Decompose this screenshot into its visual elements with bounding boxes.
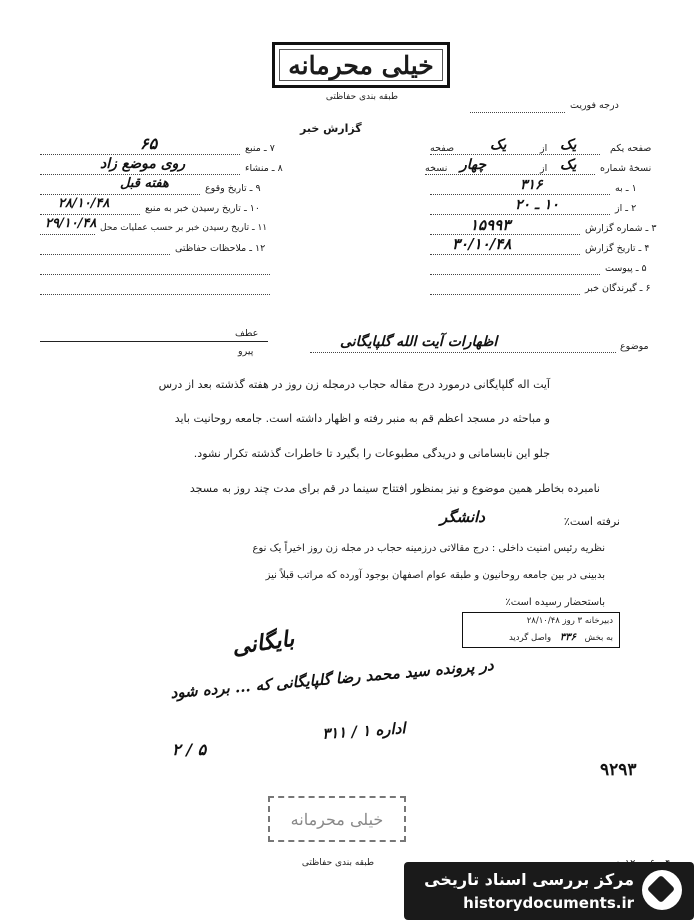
opinion-line-1: نظریه رئیس امنیت داخلی : درج مقالاتی درزمینه حجاب در مجله زن روز اخیراً یک نوع bbox=[252, 543, 605, 554]
top-stamp-text: خیلی محرمانه bbox=[288, 50, 434, 80]
from-value: ۱۰ ـ ۲۰ bbox=[515, 197, 559, 213]
event-date-label: ۹ ـ تاریخ وقوع bbox=[205, 183, 261, 194]
receipt-line-1: دبیرخانه ۳ روز ۲۸/۱۰/۴۸ bbox=[526, 616, 613, 626]
body-line-2: و مباحثه در مسجد اعظم قم به منبر رفته و اظهار داشته است. جامعه روحانیت باید bbox=[174, 412, 550, 425]
report-date-label: ۴ ـ تاریخ گزارش bbox=[585, 243, 650, 254]
body-line-3: جلو این نابسامانی و دریدگی مطبوعات را بگیرد تا خاطرات گذشته تکرار نشود. bbox=[193, 447, 550, 460]
event-date-value: هفته قبل bbox=[120, 176, 169, 191]
subject-value: اظهارات آیت الله گلپایگانی bbox=[340, 334, 498, 350]
peyro-label: پیرو bbox=[238, 346, 254, 357]
watermark-banner bbox=[404, 862, 694, 920]
atf-label: عطف bbox=[235, 328, 259, 339]
hand-number-left: ۵ / ۲ bbox=[172, 740, 207, 759]
body-line-5: نرفته است٪ bbox=[563, 515, 620, 528]
bottom-org: طبقه بندی حفاظتی bbox=[301, 858, 375, 868]
body-handwritten-name: دانشگر bbox=[440, 508, 485, 526]
page-total: یک bbox=[490, 137, 507, 153]
ops-receive-date-value: ۲۹/۱۰/۴۸ bbox=[45, 216, 97, 231]
report-number-value: ۱۵۹۹۳ bbox=[470, 216, 511, 234]
page-suffix: صفحه bbox=[430, 143, 455, 154]
hand-line-2: اداره ۱ / ۳۱۱ bbox=[321, 719, 407, 743]
copy-value: یک bbox=[560, 157, 577, 173]
origin-label: ۸ ـ منشاء bbox=[245, 163, 283, 174]
body-line-4: نامبرده بخاطر همین موضوع و نیز بمنظور افتتاح سینما در قم برای مدت چند روز به مسجد bbox=[189, 482, 600, 495]
bottom-classification-stamp bbox=[268, 796, 406, 842]
opinion-line-3: باستحضار رسیده است٪ bbox=[505, 597, 605, 608]
copy-suffix: نسخه bbox=[425, 163, 448, 174]
from-label: ۲ ـ از bbox=[615, 203, 637, 214]
watermark-url: historydocuments.ir bbox=[463, 894, 634, 912]
report-title: گزارش خبر bbox=[300, 122, 362, 135]
priority-label: درجه فوریت bbox=[570, 100, 619, 111]
to-label: ۱ ـ به bbox=[615, 183, 637, 194]
receipt-stamp bbox=[462, 612, 620, 648]
source-receive-date-label: ۱۰ ـ تاریخ رسیدن خبر به منبع bbox=[145, 203, 260, 214]
origin-value: روی موضع زاد bbox=[100, 156, 186, 172]
source-receive-date-value: ۲۸/۱۰/۴۸ bbox=[58, 196, 110, 211]
hand-line-1: در پرونده سید محمد رضا گلپایگانی که ... برده شود bbox=[169, 655, 495, 703]
page-label: صفحه یکم bbox=[610, 143, 652, 154]
copy-from: از bbox=[540, 163, 548, 174]
body-line-1: آیت اله گلپایگانی درمورد درج مقاله حجاب درمجله زن روز در هفته گذشته بعد از درس bbox=[158, 378, 550, 391]
doc-number: ۹۲۹۳ bbox=[600, 760, 637, 780]
page-value: یک bbox=[560, 137, 577, 153]
report-number-label: ۳ ـ شماره گزارش bbox=[585, 223, 657, 234]
receipt-value: ۳۳۶ bbox=[559, 632, 576, 643]
security-notes-label: ۱۲ ـ ملاحظات حفاظتی bbox=[175, 243, 266, 254]
source-label: ۷ ـ منبع bbox=[245, 143, 275, 154]
source-value: ۶۵ bbox=[140, 134, 158, 153]
top-classification-stamp bbox=[272, 42, 450, 88]
hand-archive: بایگانی bbox=[230, 625, 296, 661]
atf-peyro-box bbox=[40, 328, 268, 358]
copy-total: چهار bbox=[460, 157, 487, 173]
report-date-value: ۳۰/۱۰/۴۸ bbox=[452, 235, 512, 253]
to-value: ۳۱۶ bbox=[520, 177, 543, 193]
receipt-prefix: به بخش bbox=[584, 633, 613, 643]
receipt-line-2 bbox=[509, 632, 613, 643]
page-from: از bbox=[540, 143, 548, 154]
receipt-suffix: واصل گردید bbox=[508, 633, 552, 643]
ops-receive-date-label: ۱۱ ـ تاریخ رسیدن خبر بر حسب عملیات محل bbox=[100, 223, 268, 233]
header-org: طبقه بندی حفاظتی bbox=[325, 92, 399, 102]
archive-logo-icon bbox=[642, 870, 682, 910]
recipients-label: ۶ ـ گیرندگان خبر bbox=[585, 283, 651, 294]
attachment-label: ۵ ـ پیوست bbox=[605, 263, 647, 274]
opinion-line-2: بدبینی در بین جامعه روحانیون و طبقه عوام اصفهان بوجود آورده که مراتب قبلاً نیز bbox=[265, 570, 605, 581]
watermark-title: مرکز بررسی اسناد تاریخی bbox=[424, 870, 634, 889]
copy-label: نسخهٔ شماره bbox=[600, 163, 652, 174]
bottom-stamp-text: خیلی محرمانه bbox=[290, 809, 384, 829]
subject-label: موضوع bbox=[620, 341, 649, 352]
